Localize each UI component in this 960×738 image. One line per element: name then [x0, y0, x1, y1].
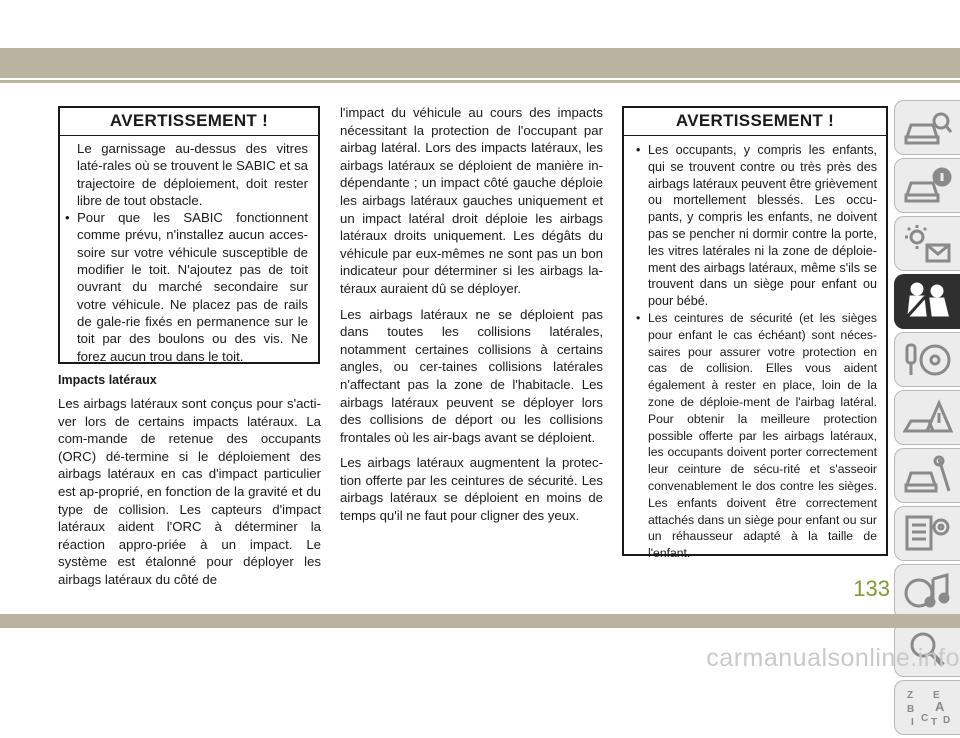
multimedia-music-icon [903, 571, 953, 613]
paragraph: l'impact du véhicule au cours des impacts nécessitant la protection de l'occupant par airbag latéral. Lors des impacts latéraux, les airbags latéraux se déploient de manière in-dépendante ; un impact côté gauche déploie les airbags latéraux gauches uniquement et un impact latéral droit déploie les airbags latéraux droits uniquement. Les dégâts du véhicule par eux-mêmes ne sont pas un bon indicateur pour déterminer si les airbags la-téraux auraient dû se déployer. [340, 105, 603, 296]
paragraph: Les airbags latéraux ne se déploient pas dans toutes les collisions latérales, notamment certaines collisions à certains angles, ou cer-taines collisions latérales n'affectant pas la zone de l'habitacle. Les airbags latéraux peuvent se déployer lors des collisions de déport ou les collisions frontales où les air-bags avant se déploient. [340, 306, 603, 445]
tab-service[interactable] [894, 448, 960, 503]
tab-index[interactable] [894, 680, 960, 735]
column-middle [340, 104, 603, 525]
warning-light-message-icon [903, 223, 953, 265]
roadside-warning-icon [903, 397, 953, 439]
svg-text:I: I [911, 717, 914, 728]
alphabet-index-icon [903, 687, 953, 729]
key-steering-wheel-icon [903, 339, 953, 381]
tab-warning-lights[interactable] [894, 216, 960, 271]
tab-emergency[interactable] [894, 390, 960, 445]
svg-text:E: E [933, 690, 940, 701]
tab-car-info[interactable] [894, 158, 960, 213]
section-heading: Impacts latéraux [58, 373, 157, 387]
paragraph: Les airbags latéraux augmentent la protec-tion offerte par les ceintures de sécurité. Les airbags latéraux se déploient en moins de temps qu'il ne faut pour cligner des yeux. [340, 455, 603, 524]
warning-item: Le garnissage au-dessus des vitres laté-rales où se trouvent le SABIC et sa trajectoire de déploiement, doit rester libre de tout obstacle. [77, 141, 308, 208]
warning-item: • Pour que les SABIC fonctionnent comme prévu, n'installez aucun acces-soire sur votre véhicule susceptible de modifier le toit. N'ajoutez pas de toit ouvrant du marché secondaire sur votre véhicule. Ne placez pas de rails de gale-rie fixés en permanence sur le toit par des boulons ou des vis. Ne forez aucun trou dans le toit. [77, 209, 308, 365]
svg-text:A: A [935, 699, 945, 714]
svg-text:D: D [943, 715, 951, 726]
footer-band [0, 614, 960, 628]
header-rule [0, 80, 960, 83]
warning-box-right [622, 106, 888, 561]
warning-list [60, 136, 318, 365]
warning-item: • Les ceintures de sécurité (et les sièges pour enfant le cas échéant) sont néces-saires pour assurer votre protection en cas de collision. Elles vous aident également à rester en place, loin de la zone de déploie-ment de l'airbag latéral. Pour obtenir la meilleure protection possible offerte par les airbags latéraux, les occupants doivent porter correctement leur ceinture de sécu-rité et s'asseoir convenablement le dos contre les sièges. Les enfants doivent être correctement attachés dans un siège pour enfant ou sur un réhausseur adapté à la taille de l'enfant. [648, 310, 877, 562]
paragraph: Les airbags latéraux sont conçus pour s'acti-ver lors de certains impacts latéraux. La com-mande de retenue des occupants (ORC) dé-termine si le déploiement des airbags latéraux en cas d'impact particulier est ap-proprié, en fonction de la gravité et du type de collision. Les capteurs d'impact latéraux aident l'ORC à déterminer la réaction appro-priée à un impact. Le système est étalonné pour déployer les airbags latéraux du côté de [58, 396, 321, 587]
svg-text:T: T [931, 717, 938, 728]
warning-title: AVERTISSEMENT ! [624, 108, 886, 136]
tab-safety[interactable] [894, 274, 960, 329]
tab-specifications[interactable] [894, 506, 960, 561]
tab-starting-driving[interactable] [894, 332, 960, 387]
tab-multimedia[interactable] [894, 564, 960, 619]
warning-box-left [58, 106, 320, 364]
warning-list [624, 136, 886, 562]
svg-text:B: B [907, 704, 915, 715]
column-left [58, 372, 321, 589]
svg-text:Z: Z [907, 690, 914, 701]
warning-item: • Les occupants, y compris les enfants, qui se trouvent contre ou très près des airbags latéraux peuvent être grièvement ou mortellement blessés. Les occu-pants, y compris les enfants, ne doivent pas se pencher ni dormir contre la porte, les vitres latérales ni la zone de déploie-ment des airbags latéraux, même s'ils se trouvent dans un siège pour enfant ou pour bébé. [648, 142, 877, 310]
chapter-tabs [894, 100, 960, 738]
page-number: 133 [853, 576, 890, 601]
car-info-icon [903, 165, 953, 207]
specs-gear-icon [903, 513, 953, 555]
car-search-icon [903, 107, 953, 149]
airbag-seatbelt-icon [903, 281, 953, 323]
car-wrench-icon [903, 455, 953, 497]
warning-title: AVERTISSEMENT ! [60, 108, 318, 136]
tab-car-search[interactable] [894, 100, 960, 155]
svg-text:C: C [921, 713, 929, 724]
header-band [0, 48, 960, 78]
watermark: carmanualsonline.info [706, 644, 960, 672]
